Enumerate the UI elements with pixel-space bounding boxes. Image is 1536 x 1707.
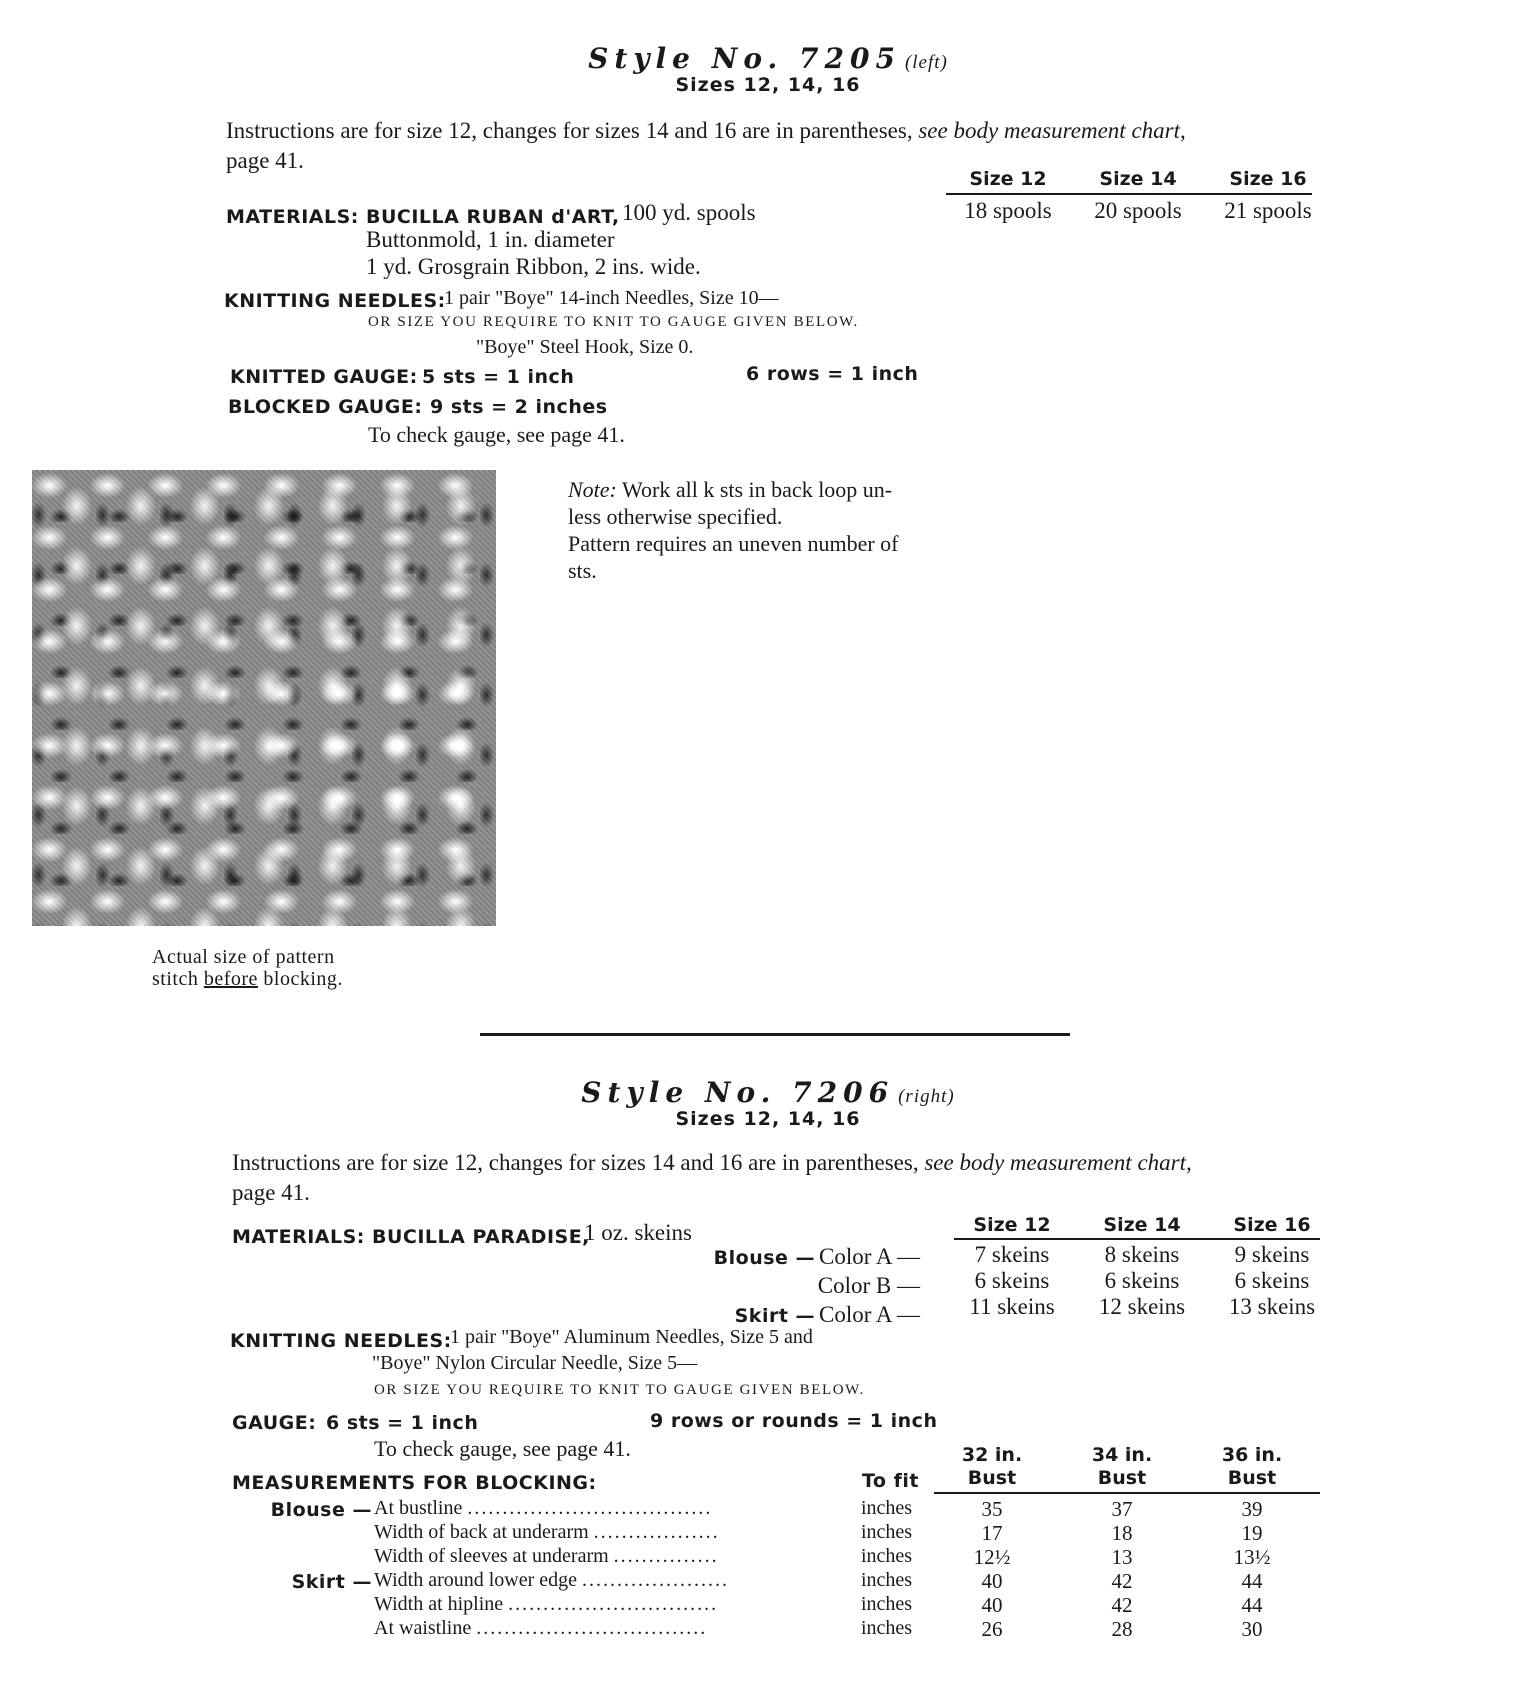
measurement-value: 35 <box>981 1497 1003 1521</box>
measurement-unit: inches <box>861 1545 913 1567</box>
bust-36-bottom: Bust <box>1227 1467 1277 1489</box>
bust-36-top: 36 in. <box>1221 1444 1283 1466</box>
measurement-value: 40 <box>981 1569 1003 1593</box>
measurements-table <box>0 1497 1330 1647</box>
measurement-row <box>0 1617 1330 1641</box>
blouse-label: Blouse — <box>713 1247 816 1269</box>
skeins-cell: 6 skeins <box>1104 1268 1180 1293</box>
style-7205-title: Style No. 7205 <box>588 42 901 75</box>
note-line-2: less otherwise specified. <box>568 504 783 529</box>
size-12-header: Size 12 <box>969 168 1047 190</box>
note-line-3: Pattern requires an uneven number of <box>568 531 899 556</box>
skirt-color-a: Color A — <box>819 1302 920 1327</box>
measurement-row <box>0 1569 1330 1593</box>
measurement-unit: inches <box>861 1617 913 1639</box>
style-7206-instructions <box>232 1150 1352 1176</box>
materials2-skeins: 1 oz. skeins <box>584 1220 692 1245</box>
bust-32-bottom: Bust <box>967 1467 1017 1489</box>
blocked-gauge-sts: 9 sts = 2 inches <box>430 396 608 418</box>
section-divider <box>480 1033 1070 1036</box>
needles2-caps-note: OR SIZE YOU REQUIRE TO KNIT TO GAUGE GIVEN BELOW. <box>374 1382 865 1398</box>
blouse-color-b: Color B — <box>817 1273 920 1298</box>
bust-34-top: 34 in. <box>1091 1444 1153 1466</box>
measurement-value: 18 <box>1111 1521 1133 1545</box>
note-line-4: sts. <box>568 558 597 583</box>
skeins-row-blouse-b <box>947 1268 1337 1294</box>
needles-label: KNITTING NEEDLES: <box>224 290 446 312</box>
size-table2-rule <box>954 1238 1320 1240</box>
bust-34-header <box>1057 1444 1187 1490</box>
measurement-row <box>0 1545 1330 1569</box>
measurement-unit: inches <box>861 1521 913 1543</box>
measurements-label: MEASUREMENTS FOR BLOCKING: <box>232 1472 597 1494</box>
note-text-1: Work all k sts in back loop un- <box>622 477 893 502</box>
skeins-cell: 11 skeins <box>969 1294 1055 1319</box>
blouse-color-a: Color A — <box>819 1244 920 1269</box>
skeins-row-blouse-a <box>947 1242 1337 1268</box>
style-7205-position: (left) <box>904 52 948 73</box>
style-7205-instructions-page: page 41. <box>226 148 304 173</box>
instructions-text: Instructions are for size 12, changes for sizes 14 and 16 are in parentheses, <box>226 118 913 143</box>
measurement-unit: inches <box>861 1569 913 1591</box>
materials-buttonmold: Buttonmold, 1 in. diameter <box>366 227 615 252</box>
measurement-value: 37 <box>1111 1497 1133 1521</box>
color-labels <box>600 1244 920 1331</box>
skeins-cell: 6 skeins <box>1234 1268 1310 1293</box>
size-16-header: Size 16 <box>1229 168 1307 190</box>
knitted-gauge-sts: 5 sts = 1 inch <box>422 366 575 388</box>
instructions-italic: see body measurement chart, <box>918 118 1186 143</box>
style-7206-title: Style No. 7206 <box>581 1076 895 1109</box>
measurement-value: 19 <box>1241 1521 1263 1545</box>
measurement-value: 17 <box>981 1521 1003 1545</box>
measurement-row <box>0 1521 1330 1545</box>
bust-32-header <box>927 1444 1057 1490</box>
measurement-value: 13½ <box>1233 1545 1271 1569</box>
measurement-value: 40 <box>981 1593 1003 1617</box>
check-gauge2-text: To check gauge, see page 41. <box>374 1436 631 1461</box>
skeins-table <box>947 1242 1337 1320</box>
blouse-color-a-row <box>600 1244 920 1273</box>
measurement-group: Skirt — <box>291 1571 372 1593</box>
measurement-value: 42 <box>1111 1569 1133 1593</box>
measurement-row <box>0 1497 1330 1521</box>
needles2-text-2: "Boye" Nylon Circular Needle, Size 5— <box>372 1352 698 1374</box>
measurements-rule <box>934 1492 1320 1494</box>
blouse-color-b-row <box>600 1273 920 1302</box>
skeins-cell: 8 skeins <box>1104 1242 1180 1267</box>
style-7206-header <box>0 1076 1536 1109</box>
caption-blocking: blocking. <box>263 968 343 990</box>
measurement-value: 39 <box>1241 1497 1263 1521</box>
measurement-label: Width around lower edge ..................... <box>374 1569 730 1591</box>
materials2-brand: BUCILLA PARADISE, <box>372 1226 590 1248</box>
to-fit-label: To fit <box>862 1470 919 1492</box>
skirt-label: Skirt — <box>734 1305 816 1327</box>
caption-line-2 <box>152 968 343 990</box>
measurement-unit: inches <box>861 1593 913 1615</box>
skeins-cell: 12 skeins <box>1098 1294 1186 1319</box>
skeins-cell: 9 skeins <box>1234 1242 1310 1267</box>
blocked-gauge-label: BLOCKED GAUGE: <box>228 396 423 418</box>
materials-ribbon: 1 yd. Grosgrain Ribbon, 2 ins. wide. <box>366 254 701 279</box>
materials-brand: BUCILLA RUBAN d'ART, <box>366 206 620 228</box>
bust-32-top: 32 in. <box>961 1444 1023 1466</box>
pattern-note <box>568 476 988 584</box>
needles2-label: KNITTING NEEDLES: <box>230 1330 452 1352</box>
materials2-label: MATERIALS: <box>232 1226 365 1248</box>
size-14-header: Size 14 <box>1099 168 1177 190</box>
swatch-caption <box>152 946 343 990</box>
gauge2-rows: 9 rows or rounds = 1 inch <box>650 1410 938 1432</box>
pattern-stitch-photo <box>32 470 496 926</box>
style-7205-sizes: Sizes 12, 14, 16 <box>675 74 861 96</box>
style-7206-instructions-page: page 41. <box>232 1180 310 1205</box>
measurement-group: Blouse — <box>270 1499 372 1521</box>
measurement-label: At bustline ................................... <box>374 1497 713 1519</box>
size2-16-header: Size 16 <box>1233 1214 1311 1236</box>
style-7206-position: (right) <box>898 1086 955 1107</box>
measurement-unit: inches <box>861 1497 913 1519</box>
style-7205-instructions <box>226 118 1346 144</box>
measurement-row <box>0 1593 1330 1617</box>
materials-label: MATERIALS: <box>226 206 359 228</box>
measurement-value: 12½ <box>973 1545 1011 1569</box>
measurement-label: Width of sleeves at underarm ............... <box>374 1545 719 1567</box>
measurement-value: 30 <box>1241 1617 1263 1641</box>
bust-34-bottom: Bust <box>1097 1467 1147 1489</box>
measurement-value: 26 <box>981 1617 1003 1641</box>
needles-text: 1 pair "Boye" 14-inch Needles, Size 10— <box>444 287 779 309</box>
size2-14-header: Size 14 <box>1103 1214 1181 1236</box>
check-gauge-text: To check gauge, see page 41. <box>368 422 625 447</box>
bust-36-header <box>1187 1444 1317 1490</box>
note-line-1 <box>568 476 988 503</box>
spools-size-14: 20 spools <box>1094 198 1182 223</box>
measurement-value: 44 <box>1241 1569 1263 1593</box>
measurement-value: 42 <box>1111 1593 1133 1617</box>
measurement-value: 28 <box>1111 1617 1133 1641</box>
measurement-label: At waistline ................................. <box>374 1617 708 1639</box>
knitted-gauge-label: KNITTED GAUGE: <box>230 366 418 388</box>
needles-caps-note: OR SIZE YOU REQUIRE TO KNIT TO GAUGE GIVEN BELOW. <box>368 314 859 330</box>
knitted-gauge-rows: 6 rows = 1 inch <box>746 363 919 385</box>
measurement-label: Width at hipline .............................. <box>374 1593 719 1615</box>
instructions2-text: Instructions are for size 12, changes for sizes 14 and 16 are in parentheses, <box>232 1150 919 1175</box>
skeins-cell: 13 skeins <box>1228 1294 1316 1319</box>
style-7206-sizes: Sizes 12, 14, 16 <box>675 1108 861 1130</box>
caption-before: before <box>203 968 258 990</box>
skeins-row-skirt-a <box>947 1294 1337 1320</box>
caption-line-1: Actual size of pattern <box>152 946 335 968</box>
spools-size-16: 21 spools <box>1224 198 1312 223</box>
caption-stitch: stitch <box>152 968 199 990</box>
measurement-value: 13 <box>1111 1545 1133 1569</box>
skeins-cell: 7 skeins <box>974 1242 1050 1267</box>
note-label: Note: <box>568 477 617 502</box>
measurement-label: Width of back at underarm .................. <box>374 1521 720 1543</box>
skeins-cell: 6 skeins <box>974 1268 1050 1293</box>
size2-12-header: Size 12 <box>973 1214 1051 1236</box>
needles2-text-1: 1 pair "Boye" Aluminum Needles, Size 5 and <box>450 1326 813 1348</box>
size-table-rule <box>946 193 1312 195</box>
measurement-value: 44 <box>1241 1593 1263 1617</box>
materials-spools: 100 yd. spools <box>622 200 756 225</box>
style-7205-header <box>0 42 1536 75</box>
spools-size-12: 18 spools <box>964 198 1052 223</box>
gauge2-label: GAUGE: <box>232 1412 317 1434</box>
gauge2-sts: 6 sts = 1 inch <box>326 1412 479 1434</box>
instructions2-italic: see body measurement chart, <box>924 1150 1192 1175</box>
hook-text: "Boye" Steel Hook, Size 0. <box>476 336 694 358</box>
